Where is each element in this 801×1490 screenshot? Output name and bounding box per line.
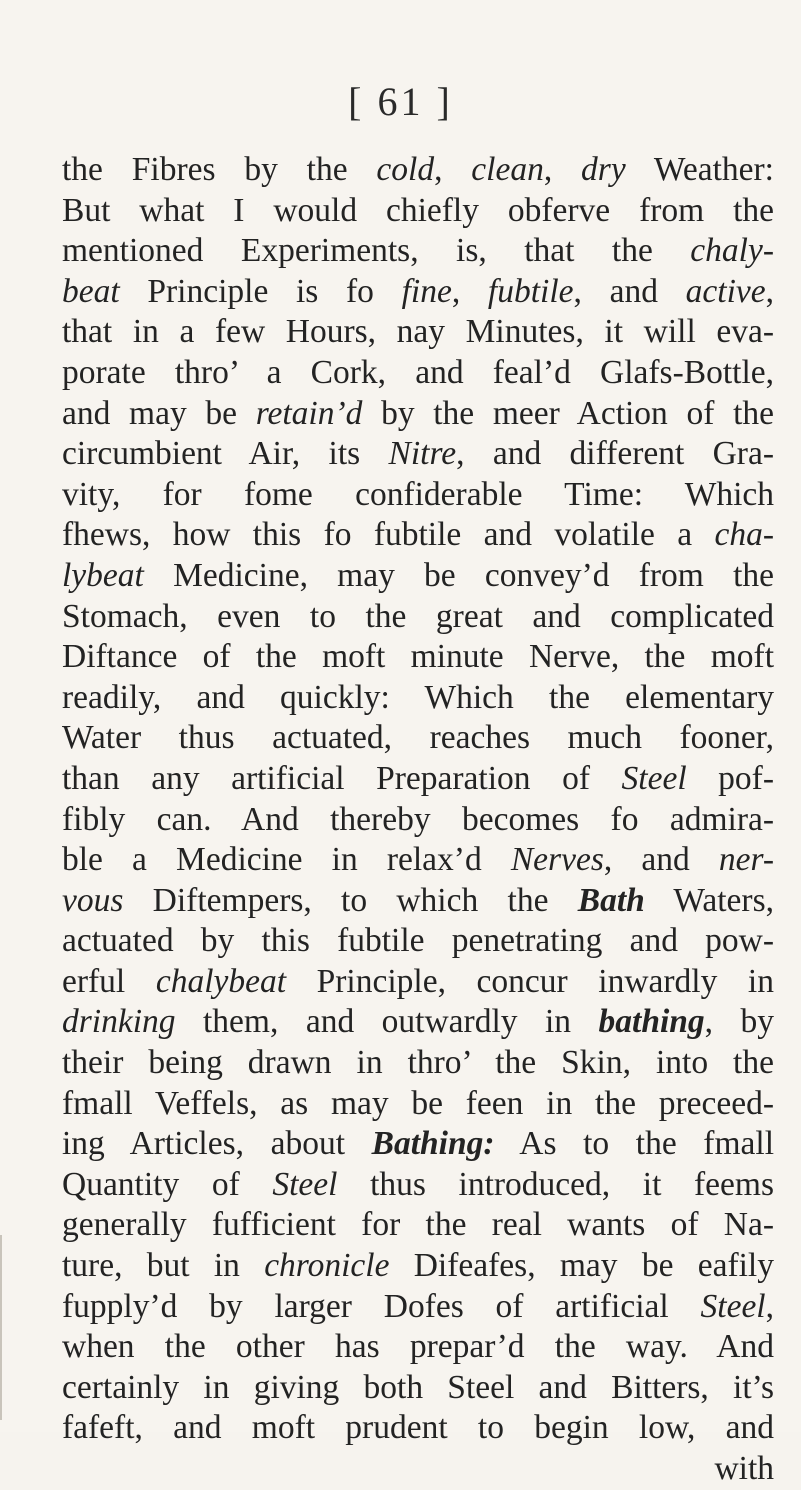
italic-run: chronicle xyxy=(264,1247,390,1285)
italic-run: chaly- xyxy=(690,232,774,270)
italic-run: Steel xyxy=(621,759,687,797)
text-line xyxy=(62,1124,774,1165)
text-run: Waters, xyxy=(644,881,774,919)
text-line xyxy=(62,272,774,313)
italic-run: lybeat xyxy=(62,556,144,594)
text-run: fupply’d by larger Dofes of artificial xyxy=(62,1287,701,1325)
text-line xyxy=(62,1368,774,1409)
text-run: generally fufficient for the real wants of Na- xyxy=(62,1206,774,1244)
italic-run: fine xyxy=(401,272,452,310)
italic-run: vous xyxy=(62,881,124,919)
italic-run: Nitre xyxy=(388,435,457,473)
text-line xyxy=(62,191,774,232)
text-line xyxy=(62,1246,774,1287)
text-run: fafeft, and moft prudent to begin low, and xyxy=(62,1409,774,1447)
text-line xyxy=(62,150,774,191)
text-line xyxy=(62,800,774,841)
text-run: Principle, concur inwardly in xyxy=(286,962,774,1000)
text-line xyxy=(62,921,774,962)
italic-run: retain’d xyxy=(255,394,363,432)
text-run: certainly in giving both Steel and Bitters, it’s xyxy=(62,1368,774,1406)
text-line xyxy=(62,1408,774,1449)
text-line xyxy=(62,394,774,435)
text-run: erful xyxy=(62,962,156,1000)
text-run: , by xyxy=(704,1003,775,1041)
text-run: fhews, how this fo fubtile and volatile a xyxy=(62,516,715,554)
italic-run: Steel xyxy=(700,1287,766,1325)
text-run: their being drawn in thro’ the Skin, into the xyxy=(62,1044,774,1082)
text-line xyxy=(62,637,774,678)
page-number: [ 61 ] xyxy=(348,79,453,124)
text-run: the Fibres by the xyxy=(62,151,377,188)
text-line xyxy=(62,759,774,800)
text-run: mentioned Experiments, is, that the xyxy=(62,232,691,270)
text-run: , and xyxy=(573,272,686,310)
text-run: ble a Medicine in relax’d xyxy=(62,841,511,879)
text-run: circumbient Air, its xyxy=(62,435,389,473)
text-line xyxy=(62,475,774,516)
text-run: , xyxy=(765,272,775,310)
text-run: Difeafes, may be eafily xyxy=(389,1247,774,1285)
text-line xyxy=(62,1327,774,1368)
italic-run: clean xyxy=(471,151,544,188)
text-run: , and xyxy=(603,841,719,879)
text-line xyxy=(62,515,774,556)
text-run: Diftance of the moft minute Nerve, the moft xyxy=(62,638,774,676)
text-run: Stomach, even to the great and complicated xyxy=(62,597,774,635)
italic-run: drinking xyxy=(62,1003,176,1041)
text-line xyxy=(62,840,774,881)
italic-run: ner- xyxy=(718,841,775,879)
italic-run: dry xyxy=(581,151,626,188)
text-line xyxy=(62,1002,774,1043)
text-run: Diftempers, to which the xyxy=(123,881,578,919)
text-run: , xyxy=(434,151,472,188)
italic-run: fubtile xyxy=(487,272,574,310)
italic-run: Bathing: xyxy=(371,1125,495,1163)
text-run: fibly can. And thereby becomes fo admira- xyxy=(62,800,774,838)
italic-run: bathing xyxy=(598,1003,705,1041)
text-line xyxy=(62,1449,774,1490)
italic-run: cha- xyxy=(714,516,774,554)
text-line xyxy=(62,881,774,922)
text-run: porate thro’ a Cork, and feal’d Glafs-Bottle, xyxy=(62,353,774,391)
text-run: them, and outwardly in xyxy=(175,1003,599,1041)
text-line xyxy=(62,353,774,394)
text-run: with xyxy=(714,1450,774,1487)
text-run: But what I would chiefly obferve from the xyxy=(62,191,774,229)
text-run: when the other has prepar’d the way. And xyxy=(62,1328,774,1366)
italic-run: chalybeat xyxy=(155,962,287,1000)
text-run: Quantity of xyxy=(62,1165,273,1203)
text-run: readily, and quickly: Which the elementary xyxy=(62,678,774,716)
text-run: that in a few Hours, nay Minutes, it will eva- xyxy=(62,313,774,351)
text-line xyxy=(62,1205,774,1246)
text-line xyxy=(62,1165,774,1206)
text-run: Medicine, may be convey’d from the xyxy=(143,556,774,594)
text-line xyxy=(62,597,774,638)
text-line xyxy=(62,231,774,272)
text-run: actuated by this fubtile penetrating and pow- xyxy=(62,922,774,960)
text-line xyxy=(62,1287,774,1328)
text-run: than any artificial Preparation of xyxy=(62,759,622,797)
italic-run: cold xyxy=(376,151,435,188)
text-run: , xyxy=(543,151,582,188)
italic-run: active xyxy=(685,272,766,310)
body-text xyxy=(62,150,774,1490)
text-run: ture, but in xyxy=(62,1247,265,1285)
italic-run: Nerves xyxy=(510,841,604,879)
text-line xyxy=(62,1084,774,1125)
text-run: As to the fmall xyxy=(494,1125,774,1163)
text-run: Water thus actuated, reaches much fooner, xyxy=(62,719,774,757)
text-line xyxy=(62,962,774,1003)
text-run: Weather: xyxy=(625,151,774,188)
text-run: thus introduced, it feems xyxy=(337,1165,774,1203)
text-run: Principle is fo xyxy=(119,272,402,310)
italic-run: Steel xyxy=(272,1165,338,1203)
text-line xyxy=(62,678,774,719)
text-line xyxy=(62,556,774,597)
text-run: , xyxy=(765,1287,774,1325)
italic-run: Bath xyxy=(577,881,645,919)
text-run: ing Articles, about xyxy=(62,1125,372,1163)
text-run: fmall Veffels, as may be feen in the preceed- xyxy=(62,1084,774,1122)
text-line xyxy=(62,434,774,475)
text-run: and may be xyxy=(62,394,256,432)
page-edge-shadow xyxy=(0,1235,2,1420)
italic-run: beat xyxy=(62,272,120,310)
text-run: , and different Gra- xyxy=(456,435,774,473)
text-run: vity, for fome confiderable Time: Which xyxy=(62,475,774,513)
text-line xyxy=(62,312,774,353)
text-line xyxy=(62,1043,774,1084)
text-run: by the meer Action of the xyxy=(362,394,774,432)
text-run: , xyxy=(451,272,488,310)
text-run: pof- xyxy=(686,759,774,797)
text-line xyxy=(62,718,774,759)
